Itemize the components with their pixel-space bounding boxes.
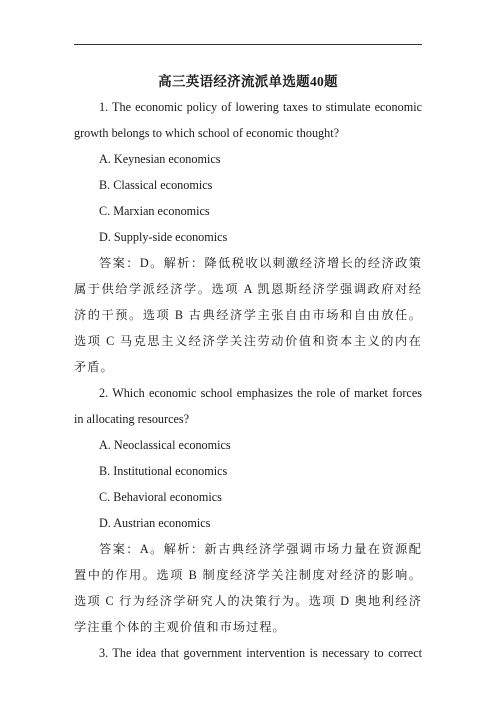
option-d: D. Supply-side economics: [99, 230, 228, 244]
header-rule: [74, 44, 422, 45]
option-a: A. Neoclassical economics: [99, 438, 231, 452]
option-b: B. Classical economics: [99, 178, 213, 192]
option-a: A. Keynesian economics: [99, 152, 221, 166]
option-d: D. Austrian economics: [99, 516, 211, 530]
answer-explanation: 答案：D。解析：降低税收以刺激经济增长的经济政策属于供给学派经济学。选项 A 凯恩斯经济学强调政府对经济的干预。选项 B 古典经济学主张自由市场和自由放任。选项 C 马克思主义经济学关注劳动价值和资本主义的内在矛盾。: [74, 256, 422, 374]
question-stem: 2. Which economic school emphasizes the role of market forces in allocating resources?: [74, 386, 422, 426]
document-title: 高三英语经济流派单选题40题: [158, 74, 338, 89]
option-b: B. Institutional economics: [99, 464, 228, 478]
option-c: C. Marxian economics: [99, 204, 210, 218]
question-stem: 3. The idea that government intervention is necessary to correct: [99, 646, 422, 660]
question-stem: 1. The economic policy of lowering taxes to stimulate economic growth belongs to which school of economic thought?: [74, 100, 422, 140]
option-c: C. Behavioral economics: [99, 490, 222, 504]
answer-explanation: 答案：A。解析：新古典经济学强调市场力量在资源配置中的作用。选项 B 制度经济学关注制度对经济的影响。选项 C 行为经济学研究人的决策行为。选项 D 奥地利经济学注重个体的主观价值和市场过程。: [74, 542, 422, 634]
document-body: [74, 94, 422, 666]
